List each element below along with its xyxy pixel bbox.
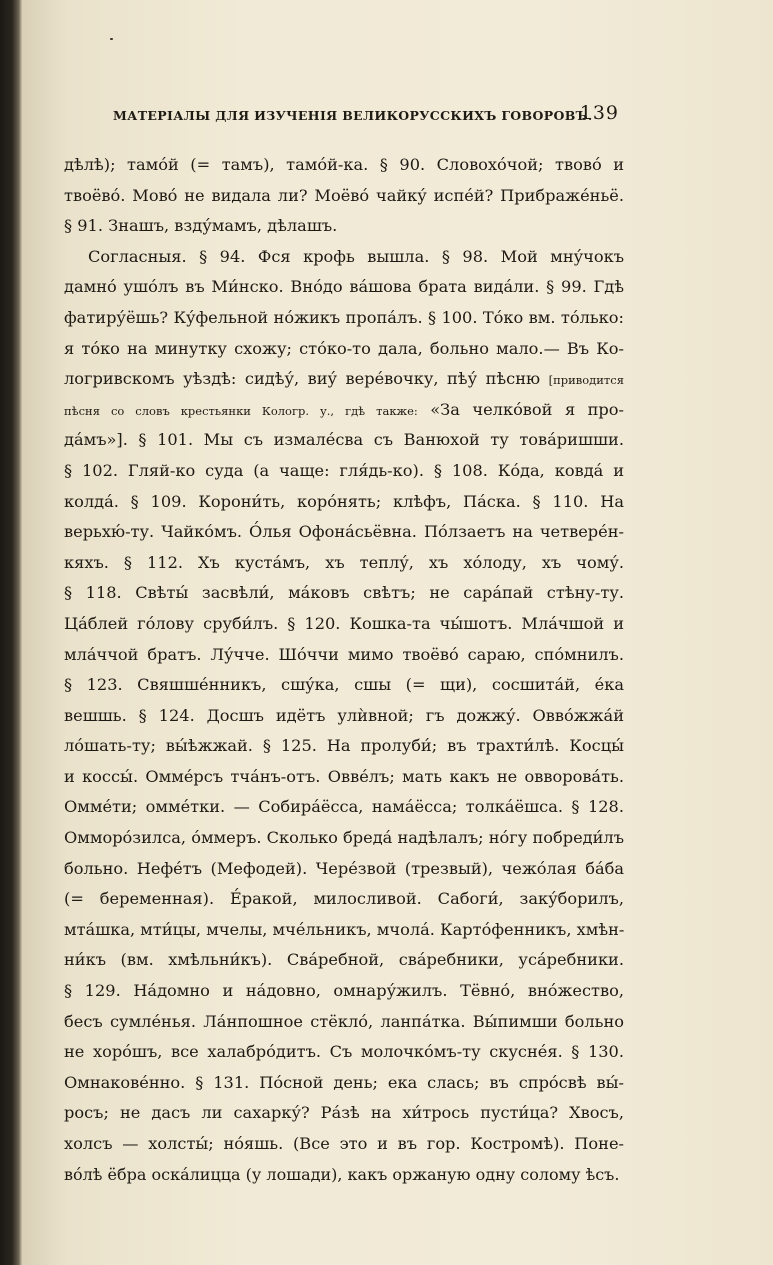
running-header: [113, 100, 619, 130]
text-line: больно. Нефе́тъ (Мефодей). Чере́звой (трезвый), чежо́лая ба́ба: [64, 858, 624, 878]
text-line: колда́. § 109. Корони́ть, коро́нять; клѣфъ, Па́ска. § 110. На: [64, 491, 624, 511]
text-line: § 123. Свяшше́нникъ, сшу́ка, сшы (= щи), сосшита́й, е́ка: [64, 675, 624, 695]
text-line: во́лѣ ёбра оска́лицца (у лошади), какъ оржаную одну солому ѣсъ.: [64, 1164, 620, 1184]
text-line: Омме́ти; омме́тки. — Собира́ёсса, нама́ёсса; толка́ёшса. § 128.: [64, 797, 624, 817]
text-line: я то́ко на минутку схожу; сто́ко-то дала, больно мало.— Въ Ко-: [64, 338, 624, 358]
text-segment: «За челко́вой я про-: [430, 399, 624, 419]
ink-speck: [110, 38, 113, 40]
text-line: Омнакове́нно. § 131. По́сной день; ека слась; въ спро́свѣ вы́-: [64, 1072, 624, 1092]
text-line: вешшь. § 124. Досшъ идётъ улѝвной; гъ дожжу́. Овво́жжа́й: [64, 705, 624, 725]
text-line: холсъ — холсты́; но́яшь. (Все это и въ гор. Костромѣ). Поне-: [64, 1134, 624, 1153]
text-line: и коссы́. Омме́рсъ тча́нъ-отъ. Овве́лъ; мать какъ не овворова́ть.: [64, 766, 624, 786]
text-line: не хоро́шъ, все халабро́дитъ. Съ молочко́мъ-ту скусне́я. § 130.: [64, 1042, 624, 1062]
text-line: верьхю́-ту. Чайко́мъ. О́лья Офона́сьёвна. По́лзаетъ на четвере́н-: [64, 522, 624, 542]
small-note: пѣсня со словъ крестьянки Кологр. у., гдѣ также:: [64, 403, 418, 418]
text-line: Согласныя. § 94. Фся крофь вышла. § 98. Мой мну́чокъ: [88, 246, 624, 266]
text-line: § 118. Свѣты́ засвѣли́, ма́ковъ свѣтъ; не сара́пай стѣну-ту.: [64, 583, 624, 603]
text-line: кяхъ. § 112. Хъ куста́мъ, хъ теплу́, хъ хо́лоду, хъ чому́.: [64, 552, 624, 572]
text-line: [64, 395, 624, 426]
text-line: Омморо́зилса, о́ммеръ. Сколько бреда́ надѣлалъ; но́гу побреди́лъ: [64, 828, 625, 848]
text-line: мла́ччой братъ. Лу́чче. Шо́ччи мимо твоёво́ сараю, спо́мнилъ.: [64, 644, 624, 664]
text-line: § 129. На́домно и на́довно, омнару́жилъ. Тёвно́, вно́жество,: [64, 981, 624, 1001]
text-line: дамно́ ушо́лъ въ Ми́нско. Вно́до ва́шова брата вида́ли. § 99. Гдѣ: [64, 277, 624, 297]
text-line: бесъ сумле́нья. Ла́нпошное стёкло́, ланпа́тка. Вы́пимши больно: [64, 1011, 624, 1031]
book-binding: [0, 0, 22, 1265]
body-text: [64, 150, 624, 1190]
text-line: ни́къ (вм. хмѣльни́къ). Сва́ребной, сва́ребники, уса́ребники.: [64, 950, 624, 970]
text-line: [64, 364, 624, 395]
text-line: росъ; не дасъ ли сахарку́? Ра́зѣ на хи́трось пусти́ца? Хвосъ,: [64, 1103, 624, 1123]
text-line: фатиру́ёшь? Ку́фельной но́жикъ пропа́лъ. § 100. То́ко вм. то́лько:: [64, 307, 624, 327]
bracket-note: [приводится: [548, 373, 624, 388]
text-line: (= беременная). Е́ракой, милосливой. Сабоги́, заку́борилъ,: [64, 889, 624, 909]
text-segment: логривскомъ уѣздѣ: сидѣу́, виу́ вере́вочку, пѣу́ пѣсню: [64, 369, 541, 389]
text-line: да́мъ»]. § 101. Мы съ измале́сва съ Ванюхой ту това́ришши.: [64, 430, 624, 450]
running-header-title: МАТЕРІАЛЫ ДЛЯ ИЗУЧЕНІЯ ВЕЛИКОРУССКИХЪ ГОВОРОВЪ.: [113, 108, 593, 123]
text-line: ло́шать-ту; вы́ѣжжай. § 125. На пролуби́; въ трахти́лѣ. Косцы́: [64, 736, 624, 756]
text-line: § 91. Знашъ, взду́мамъ, дѣлашъ.: [64, 216, 338, 236]
text-line: мта́шка, мти́цы, мчелы, мче́льникъ, мчола́. Карто́фенникъ, хмѣн-: [64, 919, 625, 939]
page-number: 139: [579, 102, 619, 124]
text-line: твоёво́. Мово́ не видала ли? Моёво́ чайку́ испе́й? Прибраже́ньё.: [64, 185, 624, 205]
text-line: Ца́блей го́лову сруби́лъ. § 120. Кошка-та чы́шотъ. Мла́чшой и: [64, 613, 624, 633]
text-line: дѣлѣ); тамо́й (= тамъ), тамо́й-ка. § 90. Словохо́чой; твово́ и: [64, 155, 624, 174]
text-line: § 102. Гляй-ко суда (а чаще: гля́дь-ко). § 108. Ко́да, ковда́ и: [64, 460, 624, 480]
